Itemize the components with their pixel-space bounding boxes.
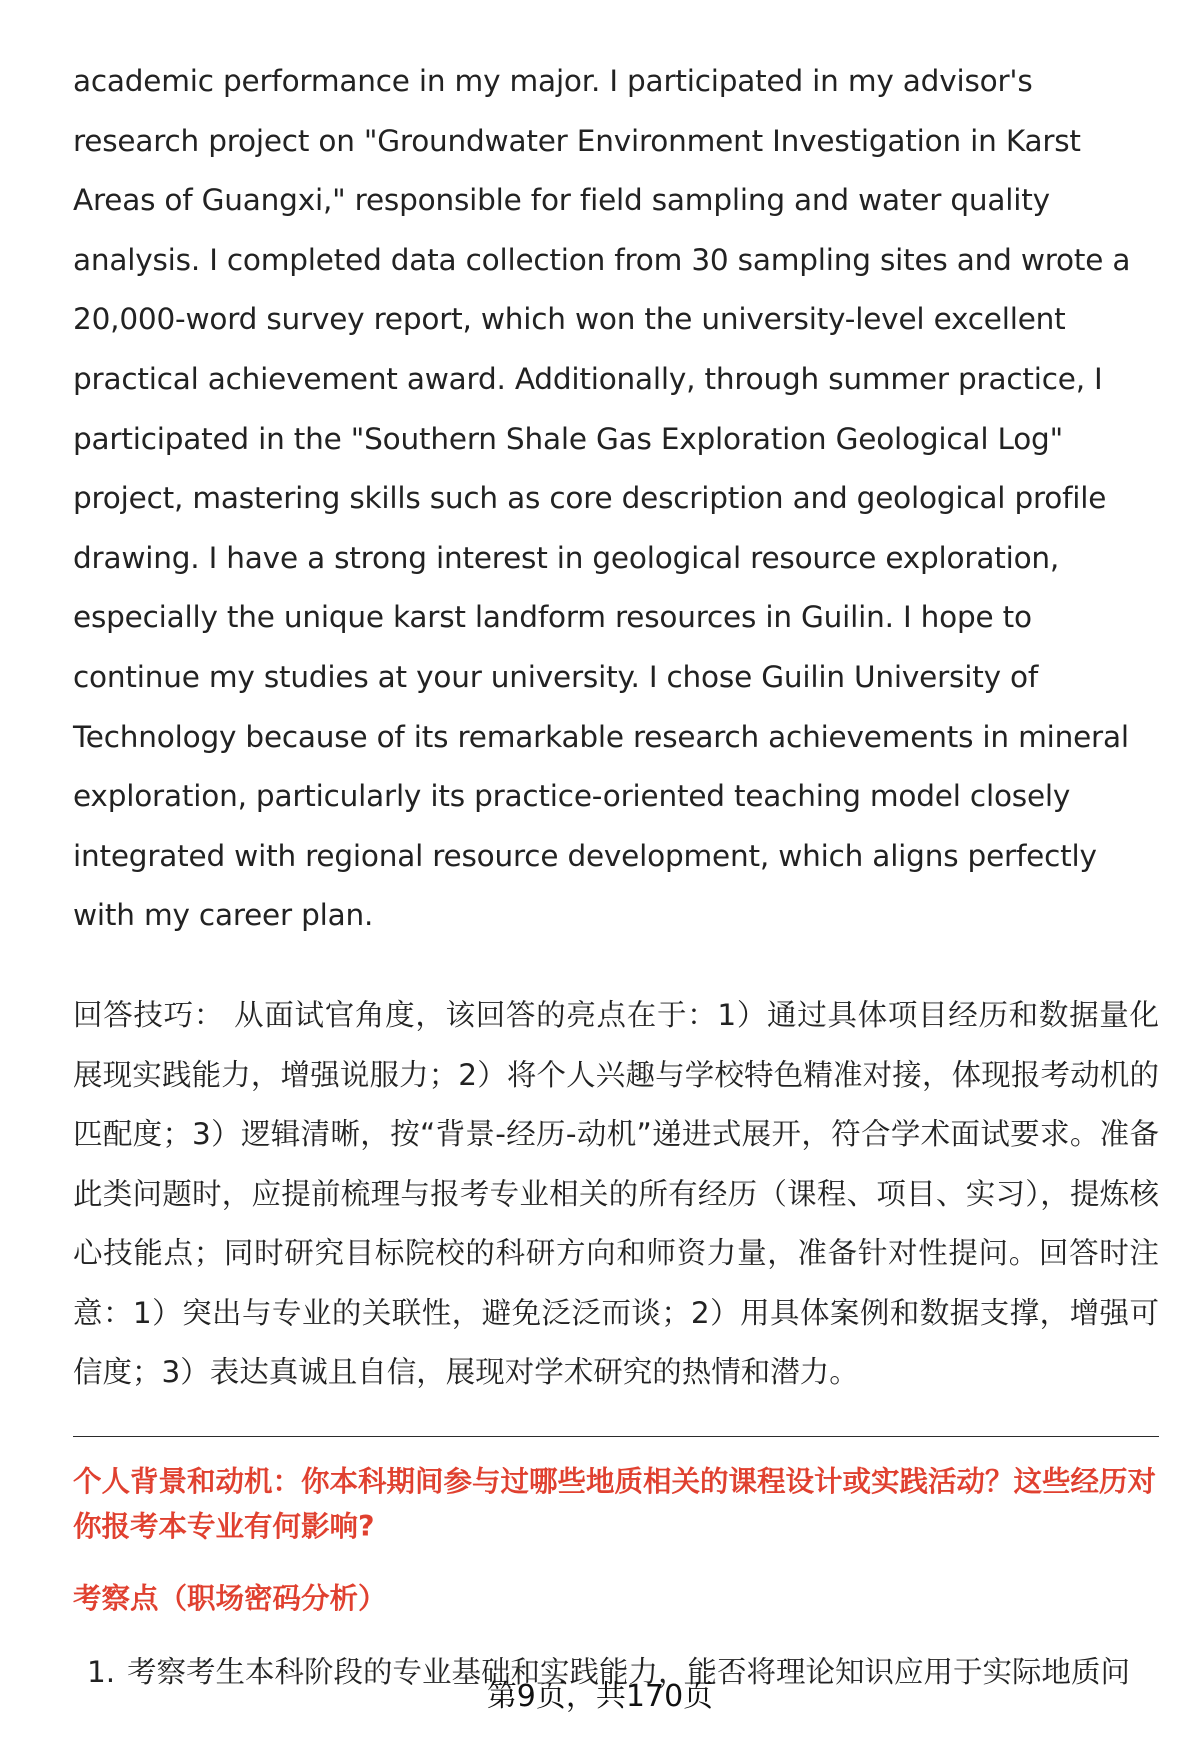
assessment-points-heading: 考察点（职场密码分析） <box>73 1582 387 1616</box>
answer-tips-paragraph: 回答技巧： 从面试官角度，该回答的亮点在于：1）通过具体项目经历和数据量化展现实践能力，增强说服力；2）将个人兴趣与学校特色精准对接，体现报考动机的匹配度；3）逻辑清晰，按“背景-经历-动机”递进式展开，符合学术面试要求。准备此类问题时，应提前梳理与报考专业相关的所有经历（课程、项目、实习），提炼核心技能点；同时研究目标院校的科研方向和师资力量，准备针对性提问。回答时注意：1）突出与专业的关联性，避免泛泛而谈；2）用具体案例和数据支撑，增强可信度；3）表达真诚且自信，展现对学术研究的热情和潜力。 <box>73 997 1159 1390</box>
list-item-text: 考察考生本科阶段的专业基础和实践能力，能否将理论知识应用于实际地质问 <box>127 1655 1131 1690</box>
answer-paragraph: academic performance in my major. I participated in my advisor's research project on "Groundwater Environment Investigation in Karst Areas of Guangxi," responsible for field sampling and water quality analysis. I completed data collection from 30 sampling sites and wrote a 20,000-word survey report, which won the university-level excellent practical achievement award. Additionally, through summer practice, I participated in the "Southern Shale Gas Exploration Geological Log" project, mastering skills such as core description and geological profile drawing. I have a strong interest in geological resource exploration, especially the unique karst landform resources in Guilin. I hope to continue my studies at your university. I chose Guilin University of Technology because of its remarkable research achievements in mineral exploration, particularly its practice-oriented teaching model closely integrated with regional resource development, which aligns perfectly with my career plan. <box>73 64 1131 933</box>
question-heading: 个人背景和动机：你本科期间参与过哪些地质相关的课程设计或实践活动？这些经历对你报考本专业有何影响? <box>73 1465 1157 1544</box>
list-item-number: 1. <box>87 1655 116 1690</box>
section-divider <box>73 1436 1159 1437</box>
document-page <box>73 52 1159 1695</box>
page-footer: 第9页，共170页 <box>486 1679 714 1714</box>
